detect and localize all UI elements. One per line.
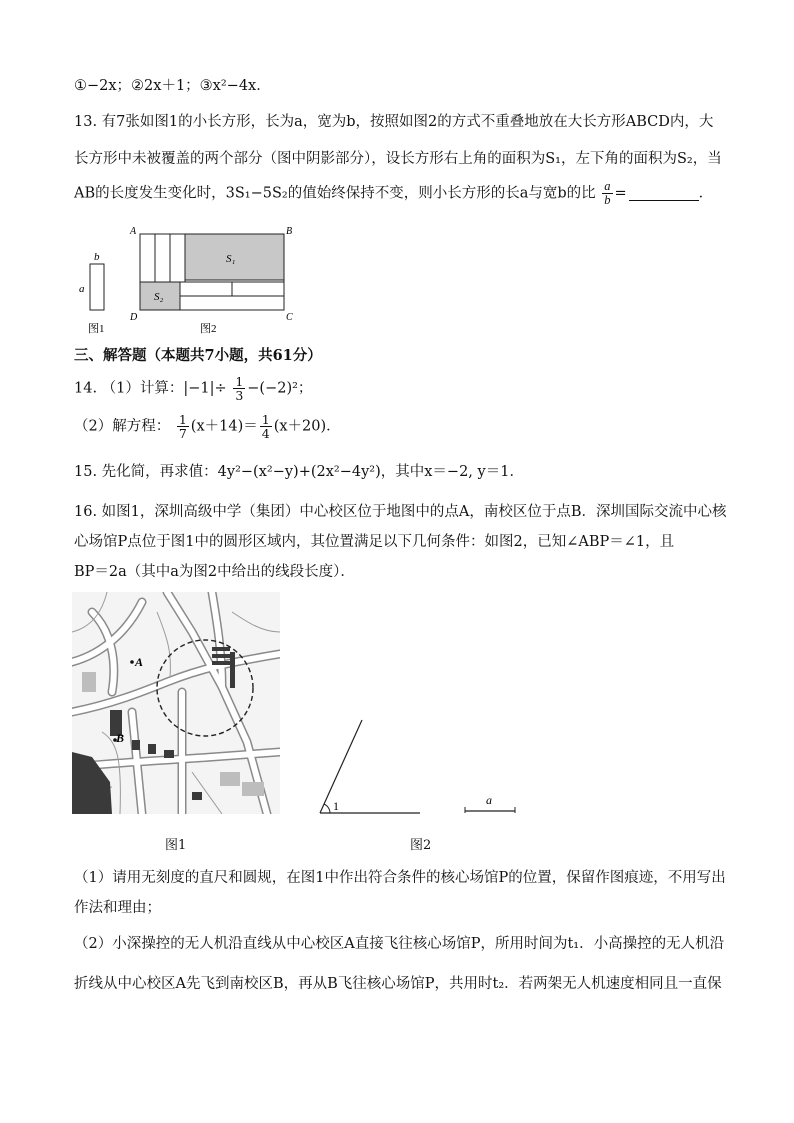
fig1-caption: 图1 <box>88 323 105 335</box>
fig1-label-b: b <box>94 251 100 263</box>
map-label-a: A <box>135 655 144 669</box>
q14-part2-fraction1 <box>177 413 189 440</box>
q16-sub1-line1: （1）请用无刻度的直尺和圆规，在图1中作出符合条件的核心场馆P的位置，保留作图痕迹，不用写出 <box>74 870 726 886</box>
fig2-label-A: A <box>130 226 137 237</box>
q13-line3-text: AB的长度发生变化时，3S₁−5S₂的值始终保持不变，则小长方形的长a与宽b的比 <box>74 185 596 202</box>
q13-line2: 长方形中未被覆盖的两个部分（图中阴影部分），设长方形右上角的面积为S₁，左下角的面积为S₂，当 <box>74 151 722 167</box>
q14-part1 <box>74 375 312 402</box>
q14-part1-text: 14. （1）计算：|−1|÷ <box>74 380 227 397</box>
q14-part1-fraction <box>233 375 245 402</box>
q14-part2-frac1-denominator: 7 <box>178 426 187 441</box>
previous-answers: ①−2x；②2x＋1；③x²−4x． <box>74 78 271 94</box>
angle-label-1: 1 <box>333 799 339 813</box>
q15-line: 15. 先化简，再求值：4y²−(x²−y)+(2x²−4y²)，其中x＝−2, y＝1． <box>74 464 524 480</box>
q16-line2: 心场馆P点位于图1中的圆形区域内，其位置满足以下几何条件：如图2，已知∠ABP＝∠1，且 <box>74 534 675 550</box>
q14-part2-frac2-numerator: 1 <box>261 412 270 427</box>
q16-angle-figure <box>310 712 530 822</box>
q13-ratio-numerator: a <box>604 179 611 193</box>
q13-figures <box>74 222 304 337</box>
fig2-label-C: C <box>286 312 293 323</box>
q14-part2 <box>74 413 341 440</box>
q16-sub2-line2: 折线从中心校区A先飞到南校区B，再从B飞往核心场馆P，共用时t₂．若两架无人机速度相同且一直保 <box>74 976 722 992</box>
q14-part1-denominator: 3 <box>235 388 244 403</box>
fig2-caption: 图2 <box>200 323 217 335</box>
fig1-small-rectangle <box>90 264 104 310</box>
angle-arc <box>324 804 330 813</box>
q14-part2-fraction2 <box>260 413 272 440</box>
q16-line1: 16. 如图1，深圳高级中学（集团）中心校区位于地图中的点A，南校区位于点B．深圳国际交流中心核 <box>74 504 727 520</box>
fig2-label-s2: S₂ <box>154 291 164 303</box>
q16-map-figure <box>72 592 280 814</box>
q16-sub2-line1: （2）小深操控的无人机沿直线从中心校区A直接飞往核心场馆P，所用时间为t₁．小高操控的无人机沿 <box>74 936 725 952</box>
q13-ratio-denominator: b <box>604 193 611 207</box>
q14-part2-mid: (x＋14)＝ <box>190 418 258 435</box>
fig1-label-a: a <box>79 283 85 295</box>
map-label-b: B <box>116 731 125 745</box>
q13-line3-end: ． <box>698 185 714 202</box>
q14-part2-end: (x＋20)． <box>273 418 341 435</box>
q14-part1-end: −(−2)²； <box>247 380 313 397</box>
q16-sub1-line2: 作法和理由； <box>74 900 161 916</box>
q14-part2-frac1-numerator: 1 <box>178 412 187 427</box>
angle-slanted-ray <box>320 720 362 813</box>
q13-line3: AB的长度发生变化时，3S₁−5S₂的值始终保持不变，则小长方形的长a与宽b的比 $\frac{a}{b}$ = ． <box>74 179 714 207</box>
q14-part2-frac2-denominator: 4 <box>261 426 270 441</box>
fig2-label-s1: S₁ <box>226 253 236 265</box>
section-3-heading: 三、解答题（本题共7小题，共61分） <box>74 347 322 364</box>
q16-fig2-caption: 图2 <box>410 838 432 853</box>
q16-fig1-caption: 图1 <box>165 838 187 853</box>
q16-line3: BP＝2a（其中a为图2中给出的线段长度）． <box>74 564 355 580</box>
fig2-label-D: D <box>130 312 138 323</box>
segment-label-a: a <box>486 793 492 807</box>
q13-ratio-fraction <box>602 180 612 207</box>
q14-part1-numerator: 1 <box>235 374 244 389</box>
q13-line1: 13. 有7张如图1的小长方形，长为a，宽为b，按照如图2的方式不重叠地放在大长方形ABCD内，大 <box>74 114 714 130</box>
q13-answer-blank <box>629 186 699 201</box>
fig2-label-B: B <box>286 226 293 237</box>
map-point-a <box>130 660 134 664</box>
q14-part2-text: （2）解方程： <box>74 418 171 435</box>
